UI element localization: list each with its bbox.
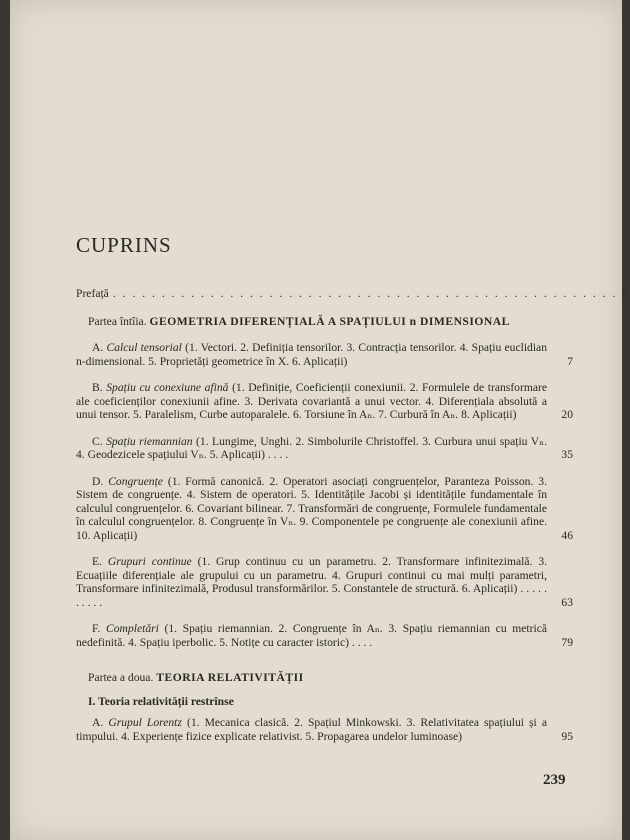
toc-page-number: 95 — [561, 729, 573, 743]
entry-name: Grupuri continue — [107, 555, 192, 568]
entry-name: Spațiu cu conexiune afină — [106, 381, 229, 394]
book-page — [10, 0, 628, 840]
entry-description: (1. Lungime, Unghi. 2. Simbolurile Christoffel. 3. Curbura unui spațiu Vₙ. 4. Geodezicele spațiului Vₙ. 5. Aplicații) . . . . — [76, 434, 547, 461]
page-number: 239 — [543, 772, 566, 788]
part-prefix: Partea întîia. — [88, 314, 147, 328]
toc-entry-text — [76, 622, 547, 649]
entry-letter: C. — [92, 434, 103, 448]
entry-description: (1. Grup continuu cu un parametru. 2. Transformare infinitezimală. 3. Ecuațiile diferențiale ale grupului cu un parametru. 4. Grupuri continui cu mai mulți parametri, Transformare infinitezimală, Produsul transformărilor. 5. Constantele de structură. 6. Aplicații) . . . . . . . . . . — [76, 555, 548, 609]
entry-name: Calcul tensorial — [106, 341, 182, 354]
toc-entry-text — [76, 341, 547, 368]
toc-entry — [76, 381, 573, 422]
toc-page-number: 63 — [561, 595, 573, 609]
toc-entry — [76, 622, 573, 649]
part-title: TEORIA RELATIVITĂȚII — [156, 671, 304, 684]
toc-entry — [76, 475, 573, 543]
entry-name: Completări — [106, 622, 159, 635]
toc-entry-text — [76, 555, 547, 609]
page-title: CUPRINS — [76, 233, 172, 257]
entry-description: (1. Spațiu riemannian. 2. Congruențe în Aₙ. 3. Spațiu riemannian cu metrică nedefinită. 4. Spațiu iperbolic. 5. Notițe cu caracter istoric) . . . . — [76, 622, 547, 649]
toc-entry-text — [76, 475, 547, 543]
entry-description: (1. Mecanica clasică. 2. Spațiul Minkowski. 3. Relativitatea spațiului și a timpului. 4. Experiențe fizice explicate relativist. 5. Propagarea undelor luminoase) — [76, 716, 547, 743]
toc-entry-text — [76, 381, 547, 422]
toc-entry-text — [76, 435, 547, 462]
part-heading-2 — [76, 671, 573, 685]
entry-description: (1. Vectori. 2. Definiția tensorilor. 3. Contracția tensorilor. 4. Spațiu euclidian n-dimensional. 5. Proprietăți geometrice în X. 6. Aplicații) — [76, 341, 547, 368]
entry-description: (1. Definiție, Coeficienții conexiunii. 2. Formulele de transformare ale coeficienților conexiunii afine. 3. Derivata covariantă a unui vector. 4. Diferențiala absolută a unui tensor. 5. Paralelism, Curbe autoparalele. 6. Torsiune în Aₙ. 7. Curbură în Aₙ. 8. Aplicații) — [76, 381, 548, 421]
entry-description: (1. Formă canonică. 2. Operatori asociați congruențelor, Paranteza Poisson. 3. Sistem de congruențe. 4. Sistem de operatori. 5. Identitățile Jacobi și identitățile fundamentale în calculul congruențelor. 6. Covariant bilinear. 7. Transformări de congruențe, Formulele fundamentale în calculul congruențelor. 8. Congruențe în Vₙ. 9. Componentele pe congruențe ale conexiunii afine. 10. Aplicații) — [76, 474, 547, 542]
toc-entry — [76, 341, 573, 368]
section-heading: I. Teoria relativității restrînse — [88, 694, 234, 708]
entry-name: Grupul Lorentz — [108, 716, 182, 729]
toc-entry — [76, 435, 573, 462]
toc-page-number: 35 — [561, 448, 573, 461]
toc-page-number: 46 — [561, 528, 573, 542]
toc-page-number: 5 — [621, 287, 628, 300]
toc-entry-label: Prefață — [76, 287, 109, 300]
table-of-contents — [76, 287, 628, 743]
entry-name: Congruențe — [108, 474, 163, 488]
toc-page-number: 20 — [561, 408, 573, 421]
bleed-through-texture — [100, 55, 600, 195]
part-heading-1 — [76, 315, 573, 329]
toc-entry — [76, 555, 573, 609]
entry-letter: F. — [92, 622, 101, 635]
entry-name: Spațiu riemannian — [106, 434, 193, 448]
toc-entry — [76, 716, 573, 743]
entry-letter: A. — [92, 716, 104, 729]
toc-entry-text — [76, 716, 547, 743]
part-title: GEOMETRIA DIFERENȚIALĂ A SPAȚIULUI n DIMENSIONAL — [149, 314, 510, 328]
entry-letter: E. — [92, 555, 102, 568]
toc-page-number: 79 — [561, 635, 573, 649]
part-prefix: Partea a doua. — [88, 671, 154, 684]
entry-letter: B. — [92, 381, 103, 394]
entry-letter: D. — [92, 474, 104, 488]
entry-letter: A. — [92, 341, 104, 354]
toc-page-number: 7 — [567, 354, 573, 368]
dot-leader: . . . . . . . . . . . . . . . . . . . . . . . . . . . . . . . . . . . . . . . . . . . . . . . . . . . . — [112, 287, 618, 300]
part1-entries — [76, 341, 573, 649]
toc-entry-prefata — [76, 287, 628, 301]
